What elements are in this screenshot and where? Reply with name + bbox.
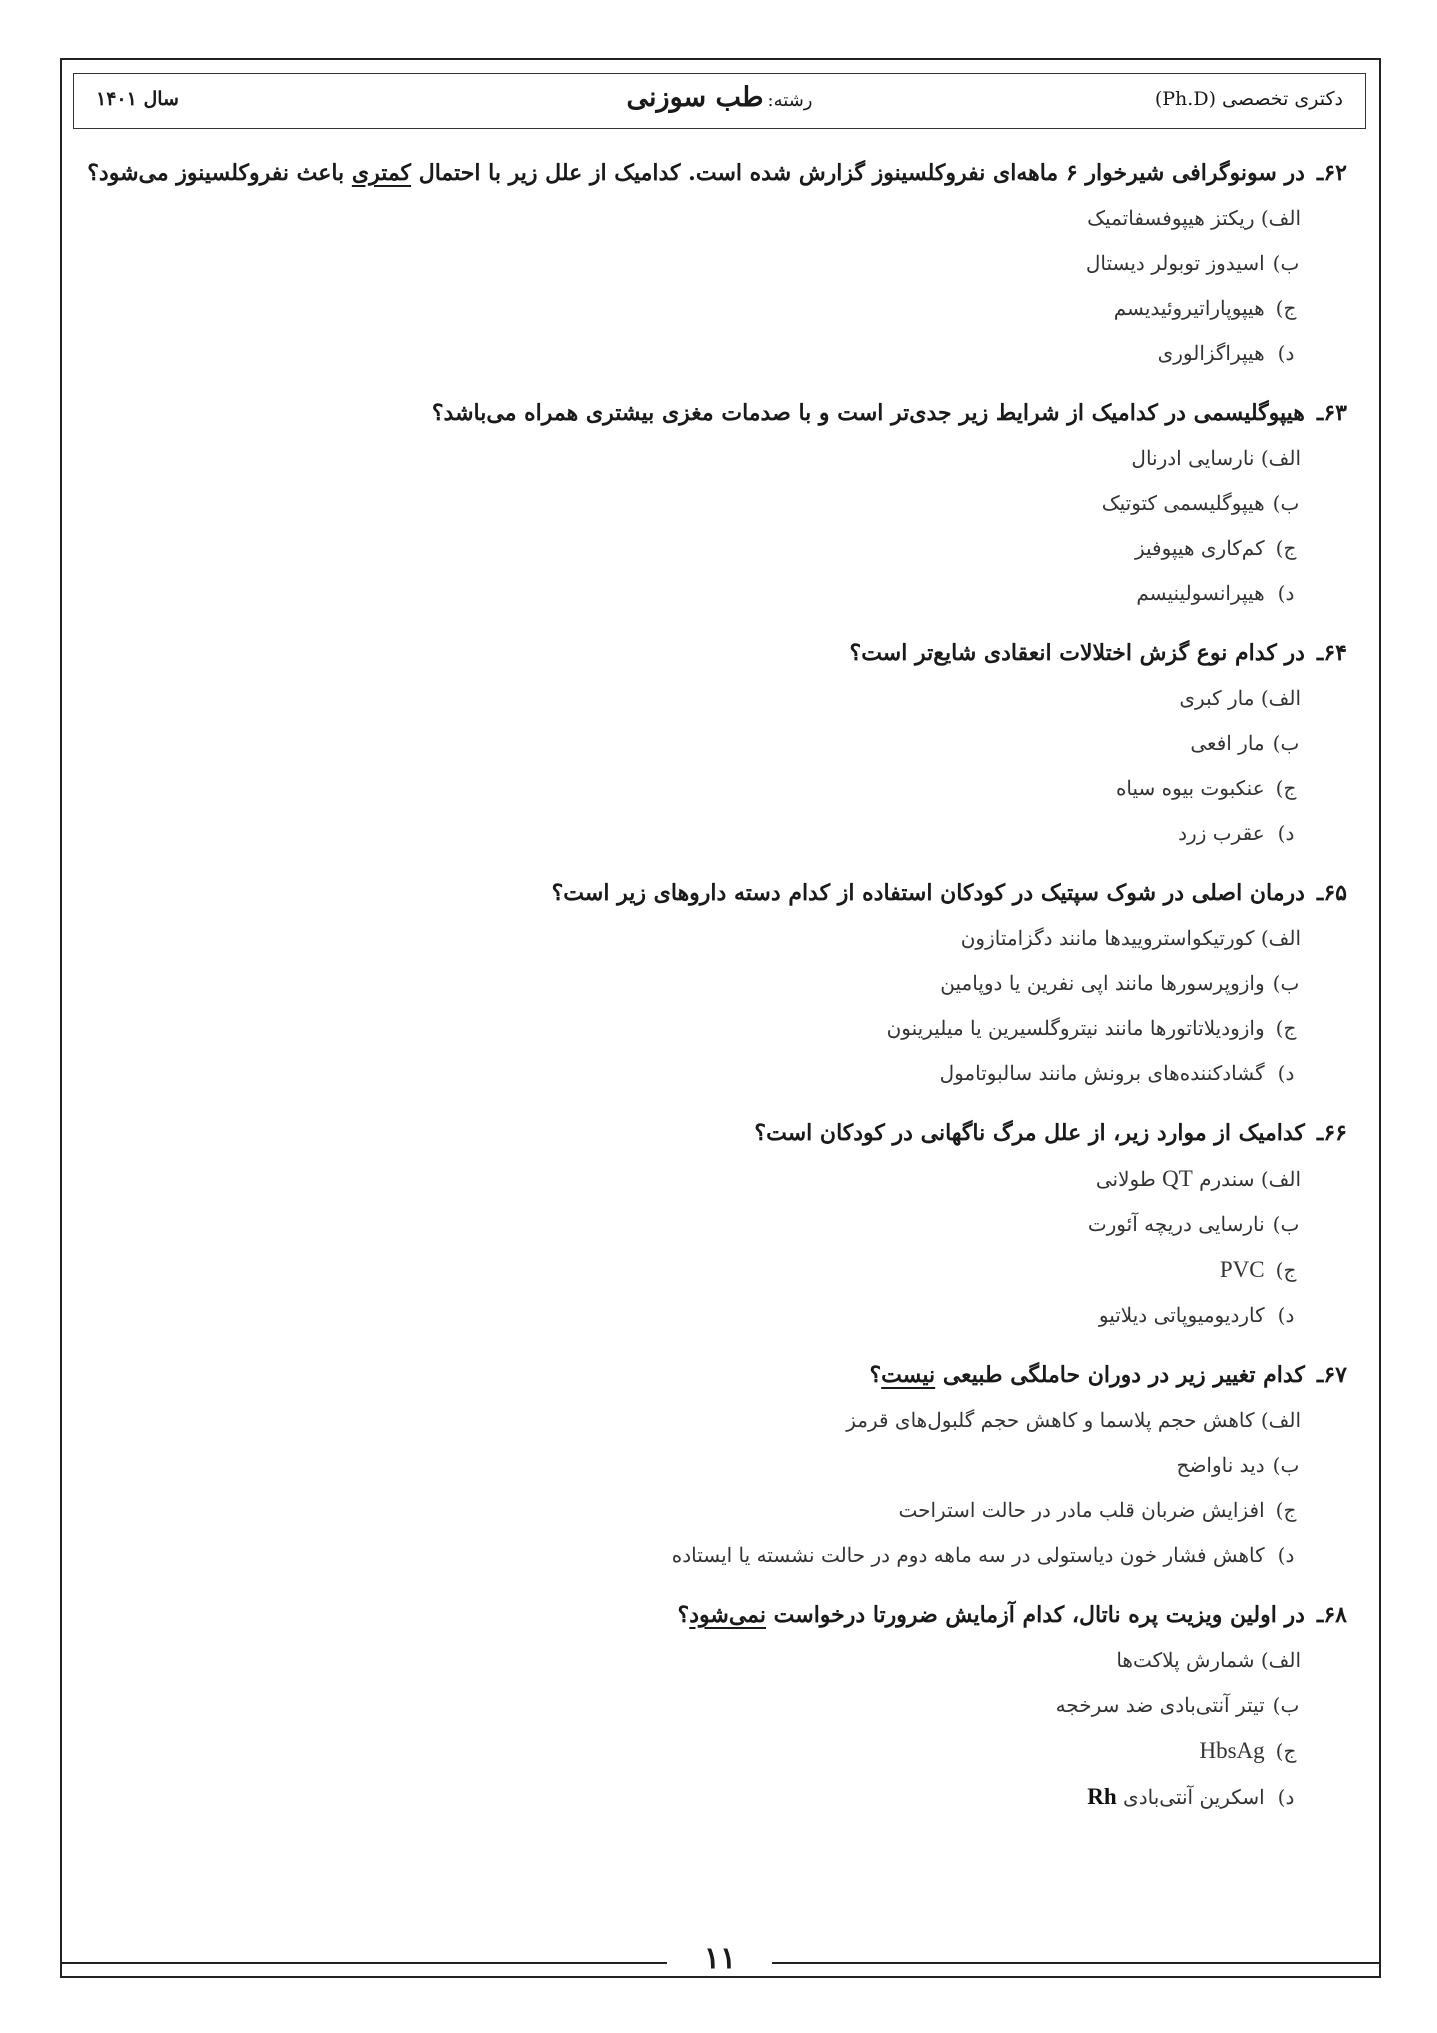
- stem-text: در کدام نوع گزش اختلالات انعقادی شایع‌تر است؟: [849, 640, 1305, 666]
- option-text: مار کبری: [1179, 686, 1255, 710]
- option-a[interactable]: [80, 676, 1301, 721]
- option-text: شمارش پلاکت‌ها: [1116, 1648, 1255, 1672]
- option-letter: د): [1277, 1303, 1295, 1327]
- options-list: [80, 196, 1347, 376]
- option-text: هیپراگزالوری: [1157, 341, 1265, 365]
- option-b[interactable]: [80, 721, 1301, 766]
- stem-text: کدام تغییر زیر در دوران حاملگی طبیعی: [935, 1362, 1305, 1388]
- option-b[interactable]: [80, 961, 1301, 1006]
- option-text: هیپوگلیسمی کتوتیک: [1101, 491, 1265, 515]
- option-text: کاهش فشار خون دیاستولی در سه ماهه دوم در حالت نشسته یا ایستاده: [671, 1543, 1265, 1567]
- option-letter: ب): [1272, 1693, 1300, 1717]
- question-number: ۶۵ـ: [1316, 880, 1347, 906]
- option-letter: ب): [1272, 1212, 1300, 1236]
- stem-text: در اولین ویزیت پره ناتال، کدام آزمایش ضرورتا درخواست: [766, 1602, 1305, 1628]
- option-b[interactable]: [80, 1683, 1301, 1728]
- option-letter: ج): [1275, 1016, 1297, 1040]
- option-letter: د): [1277, 821, 1295, 845]
- option-c[interactable]: [80, 1488, 1301, 1533]
- option-d[interactable]: [80, 1051, 1301, 1096]
- options-list: [80, 1638, 1347, 1820]
- footer-rule-left: [62, 1962, 667, 1964]
- option-text: گشادکننده‌های برونش مانند سالبوتامول: [939, 1061, 1265, 1085]
- option-c[interactable]: [80, 1247, 1301, 1293]
- option-text: اسیدوز توبولر دیستال: [1085, 251, 1265, 275]
- option-text-end: طولانی: [1095, 1167, 1156, 1191]
- question-stem: [80, 1352, 1347, 1398]
- question-number: ۶۸ـ: [1316, 1602, 1347, 1628]
- stem-text-end: ؟: [677, 1602, 690, 1628]
- option-letter: الف): [1260, 926, 1301, 950]
- option-letter: ب): [1272, 731, 1300, 755]
- option-letter: الف): [1260, 686, 1301, 710]
- field-value: طب سوزنی: [626, 82, 764, 113]
- option-text: هیپرانسولینیسم: [1136, 581, 1265, 605]
- question-stem: [80, 870, 1347, 916]
- option-b[interactable]: [80, 1202, 1301, 1247]
- option-letter: ب): [1272, 491, 1300, 515]
- option-letter: ب): [1272, 971, 1300, 995]
- questions-container: [80, 150, 1347, 1834]
- option-text: نارسایی ادرنال: [1131, 446, 1255, 470]
- option-text: ریکتز هیپوفسفاتمیک: [1087, 206, 1255, 230]
- option-letter: ج): [1275, 776, 1297, 800]
- question-67: [80, 1352, 1347, 1578]
- option-letter: ج): [1275, 1739, 1297, 1763]
- option-letter: ج): [1275, 1258, 1297, 1282]
- option-b[interactable]: [80, 1443, 1301, 1488]
- option-text: کورتیکواستروییدها مانند دگزامتازون: [960, 926, 1255, 950]
- option-c[interactable]: [80, 766, 1301, 811]
- stem-text-end: ؟: [869, 1362, 882, 1388]
- page-number: ۱۱: [703, 1941, 737, 1976]
- option-d[interactable]: [80, 1293, 1301, 1338]
- option-text: دید ناواضح: [1176, 1453, 1265, 1477]
- option-c[interactable]: [80, 1728, 1301, 1774]
- option-text: سندرم: [1199, 1167, 1255, 1191]
- option-latin-text: Rh: [1087, 1784, 1117, 1809]
- option-latin-text: QT: [1162, 1166, 1193, 1191]
- options-list: [80, 1156, 1347, 1338]
- option-letter: ج): [1275, 1498, 1297, 1522]
- stem-emphasis: کمتری: [351, 160, 412, 186]
- option-text: افزایش ضربان قلب مادر در حالت استراحت: [898, 1498, 1265, 1522]
- option-latin-text: HbsAg: [1199, 1738, 1265, 1763]
- field-label: رشته:: [767, 90, 813, 111]
- option-d[interactable]: [80, 1774, 1301, 1820]
- question-64: [80, 630, 1347, 856]
- option-text: عقرب زرد: [1178, 821, 1265, 845]
- option-a[interactable]: [80, 916, 1301, 961]
- question-68: [80, 1592, 1347, 1820]
- options-list: [80, 1398, 1347, 1578]
- question-62: [80, 150, 1347, 376]
- stem-text: درمان اصلی در شوک سپتیک در کودکان استفاده از کدام دسته داروهای زیر است؟: [551, 880, 1305, 906]
- option-d[interactable]: [80, 1533, 1301, 1578]
- question-number: ۶۶ـ: [1316, 1120, 1347, 1146]
- option-text: کاردیومیوپاتی دیلاتیو: [1098, 1303, 1265, 1327]
- option-text: تیتر آنتی‌بادی ضد سرخجه: [1055, 1693, 1265, 1717]
- option-letter: الف): [1260, 1408, 1301, 1432]
- question-number: ۶۴ـ: [1316, 640, 1347, 666]
- stem-text: در سونوگرافی شیرخوار ۶ ماهه‌ای نفروکلسینوز گزارش شده است. کدامیک از علل زیر با احتمال: [411, 160, 1305, 186]
- option-b[interactable]: [80, 481, 1301, 526]
- option-text: هیپوپاراتیروئیدیسم: [1113, 296, 1265, 320]
- stem-text: کدامیک از موارد زیر، از علل مرگ ناگهانی در کودکان است؟: [754, 1120, 1305, 1146]
- option-letter: ج): [1275, 536, 1297, 560]
- option-letter: د): [1277, 341, 1295, 365]
- option-letter: د): [1277, 581, 1295, 605]
- option-letter: الف): [1260, 446, 1301, 470]
- question-stem: [80, 1110, 1347, 1156]
- question-number: ۶۷ـ: [1316, 1362, 1347, 1388]
- option-text: کم‌کاری هیپوفیز: [1134, 536, 1265, 560]
- option-letter: الف): [1260, 1167, 1301, 1191]
- option-c[interactable]: [80, 526, 1301, 571]
- option-letter: ب): [1272, 251, 1300, 275]
- stem-emphasis: نیست: [881, 1362, 936, 1388]
- option-letter: ج): [1275, 296, 1297, 320]
- question-66: [80, 1110, 1347, 1338]
- option-d[interactable]: [80, 571, 1301, 616]
- option-letter: الف): [1260, 206, 1301, 230]
- option-letter: د): [1277, 1785, 1295, 1809]
- option-c[interactable]: [80, 1006, 1301, 1051]
- option-latin-text: PVC: [1219, 1257, 1265, 1282]
- option-letter: د): [1277, 1061, 1295, 1085]
- option-text: وازوپرسورها مانند اپی نفرین یا دوپامین: [940, 971, 1265, 995]
- option-d[interactable]: [80, 811, 1301, 856]
- options-list: [80, 436, 1347, 616]
- question-number: ۶۲ـ: [1316, 160, 1347, 186]
- field-title: [74, 82, 1365, 113]
- option-b[interactable]: [80, 241, 1301, 286]
- option-text: وازودیلاتاتورها مانند نیتروگلسیرین یا میلیرینون: [886, 1016, 1265, 1040]
- question-number: ۶۳ـ: [1316, 400, 1347, 426]
- question-stem: [80, 1592, 1347, 1638]
- question-65: [80, 870, 1347, 1096]
- option-c[interactable]: [80, 286, 1301, 331]
- stem-text: هیپوگلیسمی در کدامیک از شرایط زیر جدی‌تر است و با صدمات مغزی بیشتری همراه می‌باشد؟: [431, 400, 1305, 426]
- question-stem: [80, 150, 1347, 196]
- options-list: [80, 916, 1347, 1096]
- option-a[interactable]: [80, 1156, 1301, 1202]
- option-text: عنکبوت بیوه سیاه: [1115, 776, 1265, 800]
- footer-rule-right: [772, 1962, 1379, 1964]
- stem-text-end: باعث نفروکلسینوز می‌شود؟: [87, 160, 352, 186]
- option-letter: الف): [1260, 1648, 1301, 1672]
- exam-header: [73, 73, 1366, 129]
- question-stem: [80, 390, 1347, 436]
- option-a[interactable]: [80, 196, 1301, 241]
- question-63: [80, 390, 1347, 616]
- stem-emphasis: نمی‌شود: [689, 1602, 766, 1628]
- option-text: اسکرین آنتی‌بادی: [1123, 1785, 1265, 1809]
- option-a[interactable]: [80, 1638, 1301, 1683]
- option-letter: د): [1277, 1543, 1295, 1567]
- option-text: کاهش حجم پلاسما و کاهش حجم گلبول‌های قرمز: [846, 1408, 1255, 1432]
- exam-year: سال ۱۴۰۱: [96, 88, 179, 110]
- option-a[interactable]: [80, 1398, 1301, 1443]
- exam-level: دکتری تخصصی (Ph.D): [1154, 88, 1343, 110]
- option-d[interactable]: [80, 331, 1301, 376]
- option-letter: ب): [1272, 1453, 1300, 1477]
- options-list: [80, 676, 1347, 856]
- option-text: مار افعی: [1190, 731, 1265, 755]
- option-a[interactable]: [80, 436, 1301, 481]
- question-stem: [80, 630, 1347, 676]
- option-text: نارسایی دریچه آئورت: [1087, 1212, 1265, 1236]
